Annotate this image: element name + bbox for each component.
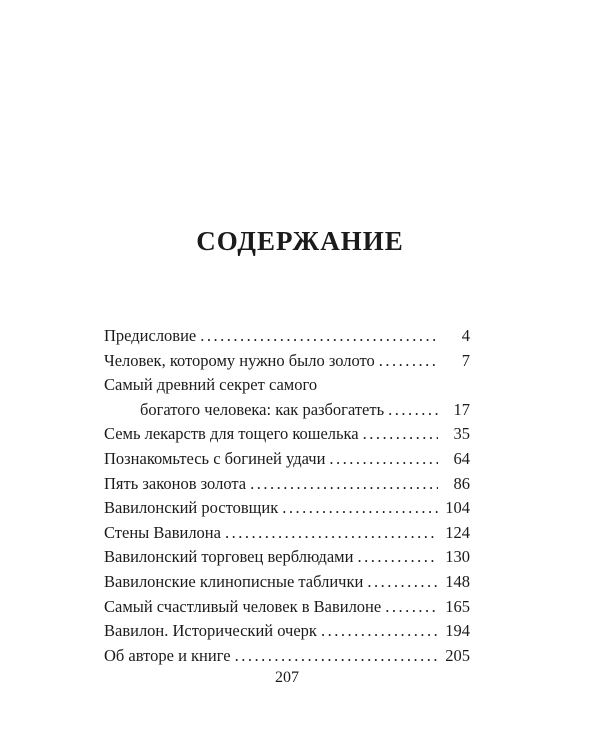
dot-leader bbox=[385, 595, 438, 620]
dot-leader bbox=[329, 447, 438, 472]
toc-entry-title: Вавилонский торговец верблюдами bbox=[104, 547, 354, 567]
dot-leader bbox=[379, 349, 438, 374]
toc-entry-page: 7 bbox=[461, 350, 470, 370]
toc-entry bbox=[104, 595, 470, 620]
toc-entry-title: Об авторе и книге bbox=[104, 645, 231, 665]
toc-entry bbox=[104, 545, 470, 570]
toc-entry-title: Семь лекарств для тощего кошелька bbox=[104, 424, 359, 444]
toc-entry bbox=[104, 349, 470, 374]
table-of-contents bbox=[104, 324, 470, 668]
toc-entry-page: 64 bbox=[453, 448, 470, 468]
toc-entry-title: Стены Вавилона bbox=[104, 522, 221, 542]
toc-entry bbox=[104, 521, 470, 546]
toc-entry bbox=[104, 447, 470, 472]
toc-entry-title: Самый древний секрет самого bbox=[104, 375, 318, 395]
toc-entry-page: 148 bbox=[445, 571, 470, 591]
toc-entry-title: Вавилон. Исторический очерк bbox=[104, 621, 317, 641]
toc-entry-page: 86 bbox=[453, 473, 470, 493]
dot-leader bbox=[388, 398, 438, 423]
toc-entry bbox=[104, 373, 470, 422]
toc-entry bbox=[104, 496, 470, 521]
dot-leader bbox=[367, 570, 438, 595]
toc-entry-title: Вавилонский ростовщик bbox=[104, 498, 279, 518]
toc-entry-title: Пять законов золота bbox=[104, 473, 247, 493]
toc-entry bbox=[104, 324, 470, 349]
dot-leader bbox=[321, 619, 438, 644]
toc-entry-page: 194 bbox=[445, 621, 470, 641]
toc-entry bbox=[104, 472, 470, 497]
toc-entry-line-1 bbox=[104, 373, 470, 398]
dot-leader bbox=[357, 545, 438, 570]
toc-entry-line-2 bbox=[104, 398, 470, 423]
toc-entry-page: 17 bbox=[453, 399, 470, 419]
dot-leader bbox=[363, 422, 438, 447]
toc-entry bbox=[104, 619, 470, 644]
page-number: 207 bbox=[275, 669, 299, 686]
toc-entry-title: Познакомьтесь с богиней удачи bbox=[104, 448, 326, 468]
dot-leader bbox=[225, 521, 438, 546]
toc-entry-page: 104 bbox=[445, 498, 470, 518]
toc-entry-title: Предисловие bbox=[104, 326, 197, 345]
toc-entry-title-continuation: богатого человека: как разбогатеть bbox=[140, 399, 385, 419]
toc-entry-page: 165 bbox=[445, 596, 470, 616]
dot-leader bbox=[235, 644, 438, 669]
toc-entry-title: Вавилонские клинописные таблички bbox=[104, 571, 364, 591]
toc-entry bbox=[104, 422, 470, 447]
toc-entry-page: 205 bbox=[445, 645, 470, 665]
toc-entry-page: 35 bbox=[453, 424, 470, 444]
dot-leader bbox=[200, 324, 438, 349]
dot-leader bbox=[250, 472, 438, 497]
toc-entry-title: Человек, которому нужно было золото bbox=[104, 350, 375, 370]
toc-entry-page: 124 bbox=[445, 522, 470, 542]
toc-entry-page: 130 bbox=[445, 547, 470, 567]
toc-entry-title: Самый счастливый человек в Вавилоне bbox=[104, 596, 382, 616]
toc-entry bbox=[104, 644, 470, 669]
toc-entry-page: 4 bbox=[461, 326, 470, 345]
dot-leader bbox=[282, 496, 438, 521]
page-title: СОДЕРЖАНИЕ bbox=[196, 226, 404, 256]
toc-entry bbox=[104, 570, 470, 595]
